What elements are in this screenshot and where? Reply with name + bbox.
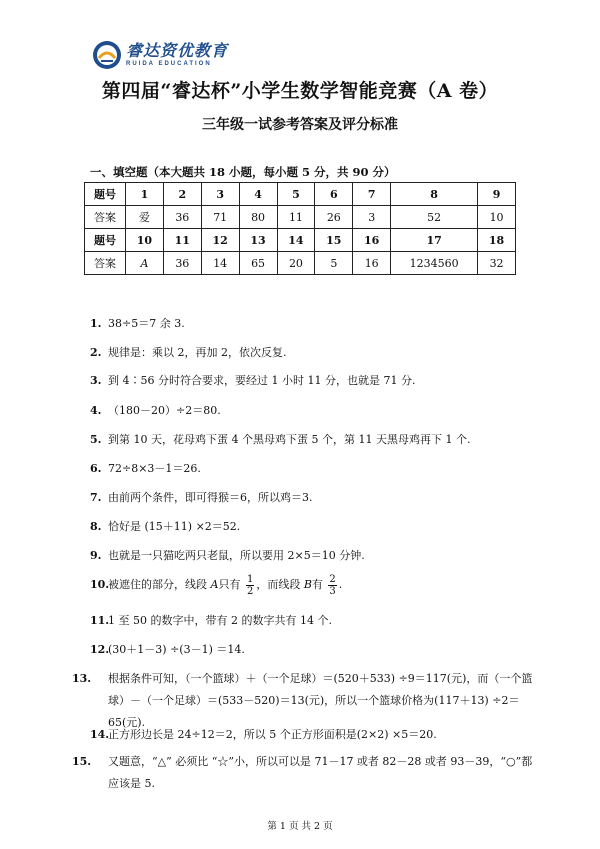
logo-emblem-icon: [92, 40, 122, 70]
variable-a: A: [210, 578, 219, 591]
table-cell: 26: [315, 206, 353, 229]
answer-item-8: [90, 519, 520, 535]
item-number: 10.: [90, 578, 110, 591]
table-cell: 答案: [85, 252, 126, 275]
table-cell: 1234560: [391, 252, 478, 275]
table-cell: 9: [478, 183, 516, 206]
page-subtitle: 三年级一试参考答案及评分标准: [202, 117, 398, 133]
table-cell: 16: [353, 252, 391, 275]
table-cell: 11: [163, 229, 201, 252]
answer-item-13: [72, 668, 538, 734]
item-text: 也就是一只猫吃两只老鼠，所以要用 2×5＝10 分钟.: [108, 549, 365, 562]
table-cell: 14: [201, 252, 239, 275]
answer-item-15: [72, 751, 538, 795]
table-cell: 10: [126, 229, 164, 252]
page-footer: 第 1 页 共 2 页: [267, 821, 333, 832]
item-number: 13.: [72, 672, 92, 685]
item-text: 到第 10 天，花母鸡下蛋 4 个黑母鸡下蛋 5 个，第 11 天黑母鸡再下 1 个.: [108, 433, 471, 446]
answer-item-7: [90, 490, 520, 506]
item-number: 3.: [90, 374, 102, 387]
item-number: 14.: [90, 728, 110, 741]
table-cell: 71: [201, 206, 239, 229]
item-text: (30＋1－3) ÷(3－1) ＝14.: [108, 643, 245, 656]
fraction-denominator: 2: [246, 585, 254, 597]
fraction-denominator: 3: [329, 585, 336, 597]
answer-item-11: [90, 613, 520, 629]
item-text: 72÷8×3－1＝26.: [108, 462, 201, 475]
answer-item-5: [90, 432, 520, 448]
table-cell: 8: [391, 183, 478, 206]
fraction-two-thirds: [328, 574, 336, 597]
table-cell: 5: [277, 183, 315, 206]
answer-item-10: [90, 570, 520, 600]
logo-name-cn: 睿达资优教育: [126, 41, 229, 60]
item-text: 正方形边长是 24÷12＝2，所以 5 个正方形面积是(2×2) ×5＝20.: [108, 728, 437, 741]
answer-item-6: [90, 461, 520, 477]
table-cell: 11: [277, 206, 315, 229]
table-cell: 5: [315, 252, 353, 275]
table-cell: 答案: [85, 206, 126, 229]
table-cell: 1: [126, 183, 164, 206]
table-cell: 14: [277, 229, 315, 252]
table-cell: 36: [163, 252, 201, 275]
table-cell: 爱: [126, 206, 164, 229]
fraction-one-half: [246, 574, 254, 597]
item-text: 只有: [218, 578, 241, 591]
table-cell: A: [126, 252, 164, 275]
item-text: 规律是：乘以 2，再加 2，依次反复.: [108, 346, 287, 359]
fraction-numerator: 2: [329, 573, 336, 585]
item-text: 根据条件可知，（一个篮球）＋（一个足球）＝(520＋533) ÷9＝117(元)，而（一个篮球）－（一个足球）＝(533－520)＝13(元)，所以一个篮球价格为(117＋13) ÷2＝65(元).: [108, 672, 533, 729]
item-number: 12.: [90, 643, 110, 656]
table-cell: 题号: [85, 229, 126, 252]
table-row: [85, 252, 516, 275]
item-text: 由前两个条件，即可得猴＝6，所以鸡＝3.: [108, 491, 313, 504]
table-cell: 7: [353, 183, 391, 206]
table-row: [85, 183, 516, 206]
table-cell: 15: [315, 229, 353, 252]
table-cell: 18: [478, 229, 516, 252]
item-text: 38÷5＝7 余 3.: [108, 317, 185, 330]
table-cell: 17: [391, 229, 478, 252]
item-text: 又题意，“△” 必须比 “☆”小，所以可以是 71－17 或者 82－28 或者 93－39，“○”都应该是 5.: [108, 755, 533, 790]
table-cell: 3: [353, 206, 391, 229]
table-cell: 10: [478, 206, 516, 229]
item-text: 恰好是 (15＋11) ×2＝52.: [108, 520, 241, 533]
answer-item-4: [90, 403, 520, 419]
table-row: [85, 229, 516, 252]
table-cell: 80: [239, 206, 277, 229]
item-number: 8.: [90, 520, 102, 533]
answer-item-2: [90, 345, 520, 361]
table-cell: 3: [201, 183, 239, 206]
item-text: 被遮住的部分，线段: [108, 578, 207, 591]
table-cell: 52: [391, 206, 478, 229]
fraction-numerator: 1: [246, 573, 254, 585]
table-row: [85, 206, 516, 229]
answer-item-12: [90, 642, 520, 658]
item-number: 9.: [90, 549, 102, 562]
item-text: （180－20）÷2＝80.: [108, 404, 221, 417]
answer-table: [84, 182, 516, 275]
table-cell: 2: [163, 183, 201, 206]
table-cell: 65: [239, 252, 277, 275]
variable-b: B: [303, 578, 312, 591]
table-cell: 20: [277, 252, 315, 275]
table-cell: 32: [478, 252, 516, 275]
table-cell: 36: [163, 206, 201, 229]
item-number: 15.: [72, 755, 92, 768]
logo-name-en: RUIDA EDUCATION: [126, 61, 212, 67]
logo: [92, 40, 228, 70]
table-cell: 6: [315, 183, 353, 206]
item-text: 1 至 50 的数字中，带有 2 的数字共有 14 个.: [108, 614, 332, 627]
item-text: ，而线段: [256, 578, 301, 591]
item-text: 到 4∶56 分时符合要求，要经过 1 小时 11 分，也就是 71 分.: [108, 374, 416, 387]
table-cell: 12: [201, 229, 239, 252]
table-cell: 题号: [85, 183, 126, 206]
item-number: 1.: [90, 317, 102, 330]
section-heading: 一、填空题（本大题共 18 小题，每小题 5 分，共 90 分）: [90, 165, 396, 179]
answer-item-3: [90, 373, 520, 389]
item-number: 6.: [90, 462, 102, 475]
answer-item-14: [90, 727, 520, 743]
item-number: 2.: [90, 346, 102, 359]
answer-item-9: [90, 548, 520, 564]
item-number: 11.: [90, 614, 110, 627]
table-cell: 4: [239, 183, 277, 206]
item-number: 5.: [90, 433, 102, 446]
item-text: 有: [311, 578, 323, 591]
table-cell: 13: [239, 229, 277, 252]
item-number: 4.: [90, 404, 102, 417]
item-number: 7.: [90, 491, 102, 504]
item-text: .: [338, 578, 343, 591]
table-cell: 16: [353, 229, 391, 252]
answer-item-1: [90, 316, 520, 332]
page-title: 第四届“睿达杯”小学生数学智能竞赛（A 卷）: [101, 80, 499, 102]
